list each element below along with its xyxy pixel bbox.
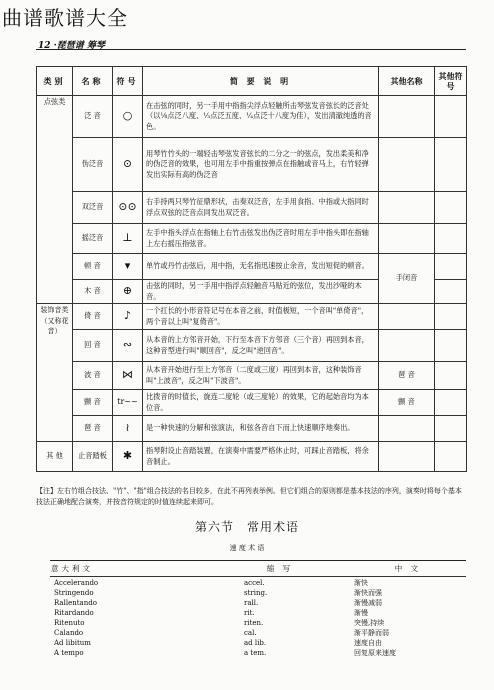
name-cell: 止音踏板 [73,442,113,472]
chinese-term: 渐慢减弱 [354,599,382,607]
description-cell: 比拨音的时值长，旋连二度轮（或三度轮）的效果，它的起始音均为本位音。 [143,390,379,416]
footnote: 【注】左右竹组合技法、"竹"、"指"组合技法的名目较多，在此不再列表举例。但它们组合的原则都是基本技法的序列，演奏时将每个基本技法正确地配合演奏，并按音符规定的时值连续起来即可。 [36,487,462,506]
section-subtitle: 速 度 术 语 [229,544,265,552]
description-cell: 左手中指头浮点在指轴上右竹击弦发出伪泛音时用左手中指头即在指轴上左右摇压指弦音。 [143,224,379,254]
site-banner: 曲谱歌谱大全 [2,6,128,30]
other-name-cell: 琶 音 [379,362,435,390]
name-cell: 波 音 [73,362,113,390]
category-cell: 点弦类 [37,96,73,304]
header-symbol: 符号 [113,67,143,96]
chinese-term: 突慢,持续 [354,619,385,627]
description-cell: 从本音的上方邻音开始，下行至本音下方邻音（三个音）再回到本音，这种音型进行叫"顺回音"，反之叫"逆回音"。 [143,330,379,362]
table-row [37,96,467,138]
other-symbol-cell [435,96,467,138]
name-cell: 回 音 [73,330,113,362]
italian-term: Ritenuto [54,619,85,627]
abbreviation-term: accel. [244,579,265,587]
technique-table [36,66,467,472]
abbreviation-term: cal. [244,629,257,637]
header-other-name: 其他名称 [379,67,435,96]
name-cell: 顿 音 [73,254,113,280]
header-chinese: 中 文 [350,561,466,577]
other-symbol-cell [435,362,467,390]
other-symbol-cell [435,442,467,472]
symbol-cell: ⊥ [113,224,143,254]
description-cell: 用琴竹竹头的一端轻击琴弦发音弦长的二分之一的弦点，发出柔美和净的伪泛音的效果，也可用左手中指重按弹点在指触或音马上，右竹轻弹发出实际有高的伪泛音 [143,138,379,192]
category-cell: 装饰音类（又称花音） [37,304,73,442]
header-category: 类别 [37,67,73,96]
other-name-cell [379,138,435,192]
name-cell: 倚 音 [73,304,113,330]
chinese-term: 渐快 [354,579,368,587]
header-other-symbol: 其他符号 [435,67,467,96]
terms-table [50,560,466,659]
table-row [37,442,467,472]
category-cell: 其 他 [37,442,73,472]
other-symbol-cell [435,304,467,330]
header-italian: 意大利文 [50,561,210,577]
table-row [37,330,467,362]
italian-term: Accelerando [54,579,99,587]
name-cell: 木 音 [73,280,113,304]
symbol-cell: ⋈ [113,362,143,390]
name-cell: 泛 音 [73,96,113,138]
chinese-term: 渐慢 [354,609,368,617]
abbreviation-term: a tem. [244,649,267,657]
other-name-cell [379,224,435,254]
abbreviation-term: rit. [244,609,255,617]
other-name-cell [379,416,435,442]
table-row [37,304,467,330]
table-row [37,192,467,224]
abbreviation-term: ad lib. [244,639,267,647]
other-symbol-cell [435,138,467,192]
abbreviation-term: riten. [244,619,264,627]
page-header: 12 ·琵琶谱 筹琴 [38,41,105,51]
chinese-term: 渐快而强 [354,589,382,597]
table-row [37,362,467,390]
abbreviation-list [210,577,350,660]
description-cell: 从本音开始进行至上方邻音（二度或三度）再回到本音，这种装饰音叫"上波音"，反之叫"下波音"。 [143,362,379,390]
section-title: 第六节 常用术语 [194,520,299,534]
symbol-cell: ∾ [113,330,143,362]
table-row [37,390,467,416]
other-symbol-cell [435,280,467,304]
description-cell: 一个扛长的小形音符记号在本音之前，时值极短，一个音叫"单倚音"，两个音以上叫"复倚音"。 [143,304,379,330]
header-rule [36,49,466,50]
table-row [37,254,467,280]
other-symbol-cell [435,224,467,254]
table-header-row [37,67,467,96]
description-cell: 右手持两只琴竹征鼎形状，击奏双泛音，左手用食指、中指或大指同时浮点双弦的泛音点同发出双泛音。 [143,192,379,224]
abbreviation-term: string. [244,589,268,597]
abbreviation-term: rall. [244,599,259,607]
symbol-cell: ✱ [113,442,143,472]
other-name-cell [379,304,435,330]
other-name-cell [379,442,435,472]
italian-term: Stringendo [54,589,94,597]
name-cell: 伪泛音 [73,138,113,192]
symbol-cell: ▾ [113,254,143,280]
description-cell: 击弦的同时，另一手用中指浮点轻触音马贴近的弦位，发出沙哑的木音。 [143,280,379,304]
description-cell: 在击弦的同时，另一手用中指指尖浮点轻触所击琴弦发音弦长的泛音处（以⅛点泛八度、⅟₃点泛五度、⅟₄点泛十八度为佳），发出清澈纯透的音色。 [143,96,379,138]
italian-term: A tempo [54,649,84,657]
header-abbreviation: 缩 写 [210,561,350,577]
name-cell: 琶 音 [73,416,113,442]
description-cell: 单竹或丹竹击弦后，用中指，无名指迅速按止余音，发出短促的顿音。 [143,254,379,280]
header-description: 简 要 说 明 [143,67,379,96]
symbol-cell: ⊙⊙ [113,192,143,224]
description-cell: 是一种快速的分解和弦演法，和弦各音自下而上快速顺序地奏出。 [143,416,379,442]
other-name-cell [379,330,435,362]
terms-body-row [50,577,466,660]
other-symbol-cell [435,330,467,362]
name-cell: 摇泛音 [73,224,113,254]
name-cell: 颤 音 [73,390,113,416]
symbol-cell: ⊕ [113,280,143,304]
header-name: 名称 [73,67,113,96]
other-name-cell [379,96,435,138]
italian-term-list [50,577,210,660]
description-cell: 指琴附设止音踏装置，在演奏中需要严格休止时，可踩止音踏板，将余音制止。 [143,442,379,472]
other-symbol-cell [435,254,467,280]
symbol-cell: ○ [113,96,143,138]
other-name-cell: 颤 音 [379,390,435,416]
chinese-term-list [350,577,466,660]
italian-term: Ad libitum [54,639,91,647]
other-symbol-cell [435,390,467,416]
italian-term: Rallentando [54,599,97,607]
table-row [37,138,467,192]
other-symbol-cell [435,192,467,224]
symbol-cell: tr~~ [113,390,143,416]
italian-term: Ritardando [54,609,94,617]
symbol-cell: ≀ [113,416,143,442]
other-name-cell [379,192,435,224]
terms-header-row [50,561,466,577]
chinese-term: 渐平静而弱 [354,629,389,637]
symbol-cell: ⊙ [113,138,143,192]
table-row [37,416,467,442]
symbol-cell: ♪ [113,304,143,330]
other-symbol-cell [435,416,467,442]
table-row [37,224,467,254]
chinese-term: 回复原来速度 [354,649,396,657]
chinese-term: 速度自由 [354,639,382,647]
other-name-cell: 手闭音 [379,254,435,304]
italian-term: Calando [54,629,84,637]
name-cell: 双泛音 [73,192,113,224]
